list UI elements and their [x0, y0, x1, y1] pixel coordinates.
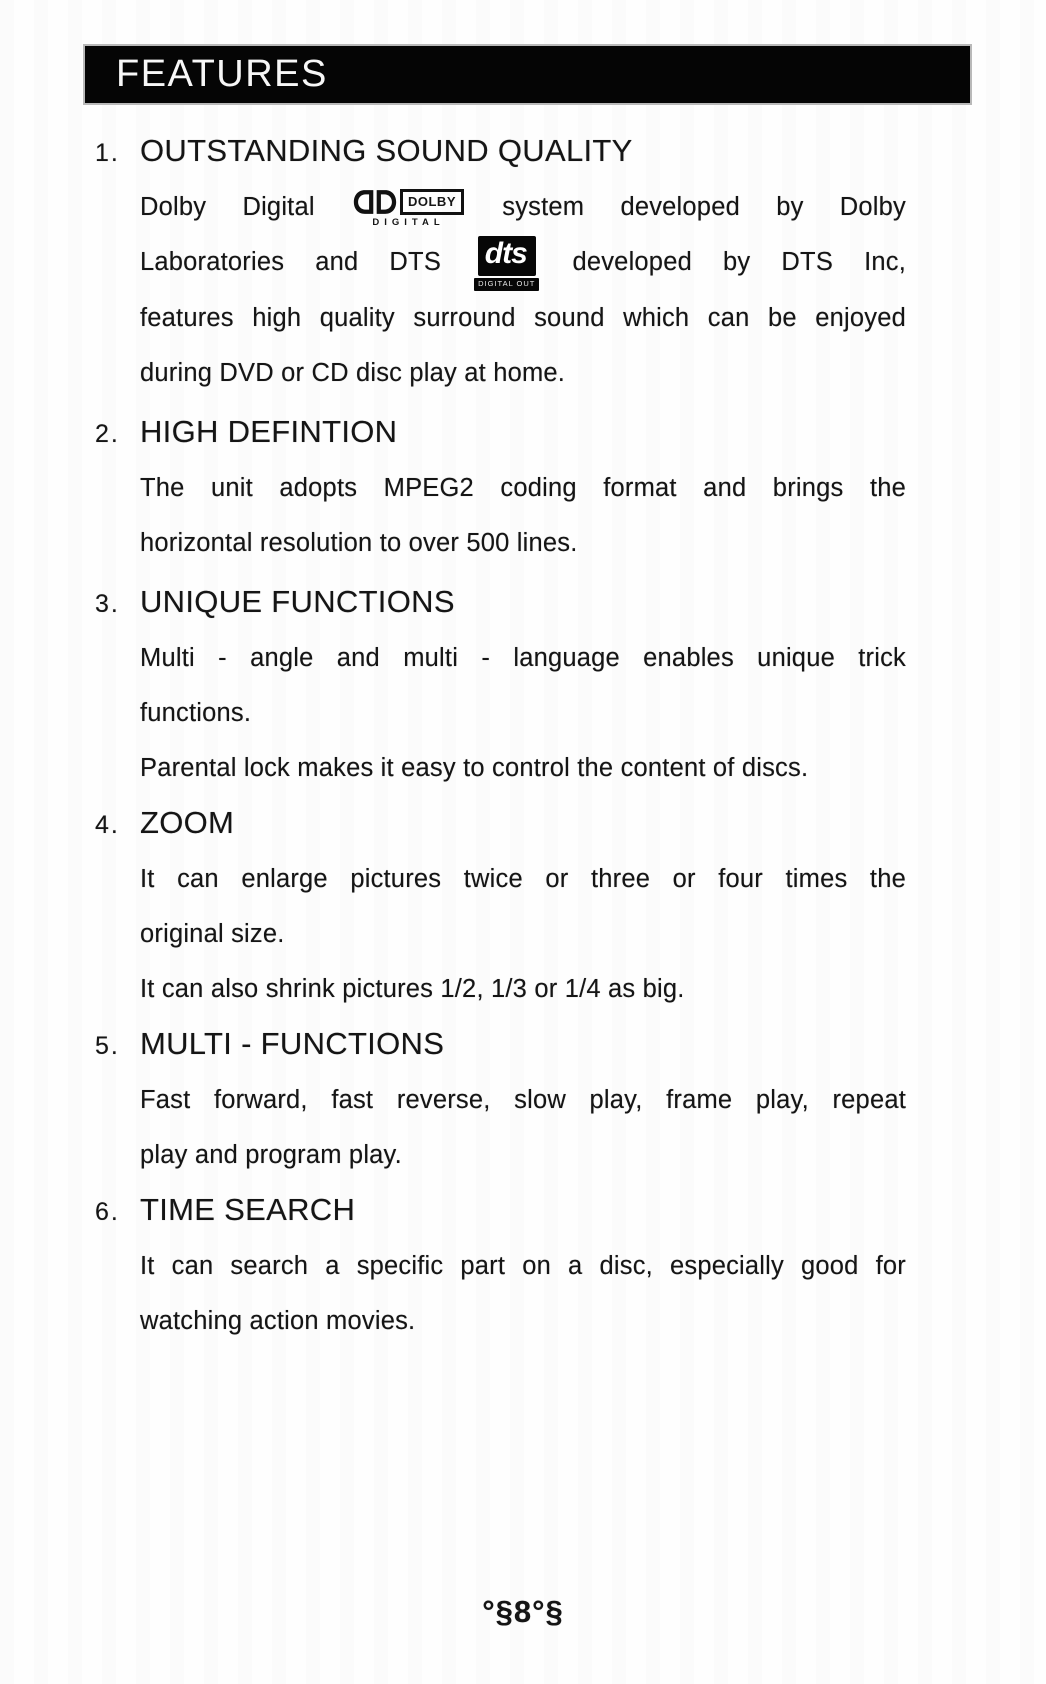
feature-number: 4. [95, 810, 120, 839]
feature-item-5 [0, 1021, 1046, 1183]
feature-text-line: It can search a specific part on a disc, especially good for [140, 1251, 906, 1280]
dolby-digital-label: DIGITAL [372, 216, 445, 228]
feature-text-line: features high quality surround sound which can be enjoyed [140, 303, 906, 332]
feature-text-line: The unit adopts MPEG2 coding format and brings the [140, 473, 906, 502]
dolby-logo-top-row [353, 189, 464, 215]
text-segment: Laboratories and DTS [140, 248, 442, 276]
text-segment: developed by DTS Inc, [572, 248, 906, 276]
feature-heading [0, 1187, 1046, 1239]
feature-title: UNIQUE FUNCTIONS [140, 583, 455, 619]
feature-heading [0, 128, 1046, 180]
feature-number: 1. [95, 139, 120, 167]
feature-number: 2. [95, 419, 120, 448]
feature-body [140, 180, 906, 401]
feature-item-6 [0, 1187, 1046, 1349]
page-number-marker: °§8°§ [482, 1594, 564, 1629]
text-segment: Dolby Digital [140, 193, 315, 221]
feature-heading [0, 579, 1046, 631]
feature-text-line: during DVD or CD disc play at home. [140, 358, 566, 387]
feature-heading [0, 800, 1046, 852]
feature-text-line: Multi - angle and multi - language enables unique trick [140, 643, 906, 672]
feature-number: 5. [95, 1031, 120, 1060]
features-header-title: FEATURES [116, 53, 328, 95]
feature-item-3 [0, 579, 1046, 796]
dts-logo [474, 236, 539, 291]
feature-text-line: Fast forward, fast reverse, slow play, frame play, repeat [140, 1085, 906, 1114]
feature-heading [0, 1021, 1046, 1073]
text-segment: system developed by Dolby [502, 193, 906, 221]
feature-body [140, 1239, 906, 1349]
feature-text-line: It can also shrink pictures 1/2, 1/3 or 1/4 as big. [140, 974, 685, 1003]
feature-text-line: Parental lock makes it easy to control the content of discs. [140, 753, 809, 782]
features-list [0, 103, 1046, 1349]
feature-text-line: functions. [140, 698, 252, 727]
feature-item-1 [0, 128, 1046, 401]
feature-text-line [140, 235, 906, 291]
feature-item-4 [0, 800, 1046, 1017]
feature-title: ZOOM [140, 804, 235, 840]
feature-heading [0, 409, 1046, 461]
dolby-digital-logo [353, 189, 464, 228]
feature-number: 3. [95, 589, 120, 618]
feature-body [140, 631, 906, 796]
feature-text-line: original size. [140, 919, 285, 948]
feature-text-line: watching action movies. [140, 1306, 416, 1335]
feature-text-line: horizontal resolution to over 500 lines. [140, 528, 578, 557]
feature-item-2 [0, 409, 1046, 571]
dts-wordmark: dts [478, 236, 536, 276]
feature-body [140, 461, 906, 571]
feature-title: MULTI - FUNCTIONS [140, 1025, 445, 1061]
feature-title: HIGH DEFINTION [140, 413, 398, 449]
dolby-double-d-icon [353, 189, 397, 215]
feature-number: 6. [95, 1197, 120, 1226]
feature-title: OUTSTANDING SOUND QUALITY [140, 133, 633, 168]
feature-title: TIME SEARCH [140, 1191, 356, 1227]
feature-text-line: It can enlarge pictures twice or three or four times the [140, 864, 906, 893]
feature-body [140, 852, 906, 1017]
feature-text-line: play and program play. [140, 1140, 402, 1169]
feature-text-line [140, 180, 906, 235]
feature-body [140, 1073, 906, 1183]
dts-digital-out-label: DIGITAL OUT [474, 278, 539, 291]
dolby-wordmark: DOLBY [400, 189, 464, 215]
features-header-bar [85, 46, 970, 103]
